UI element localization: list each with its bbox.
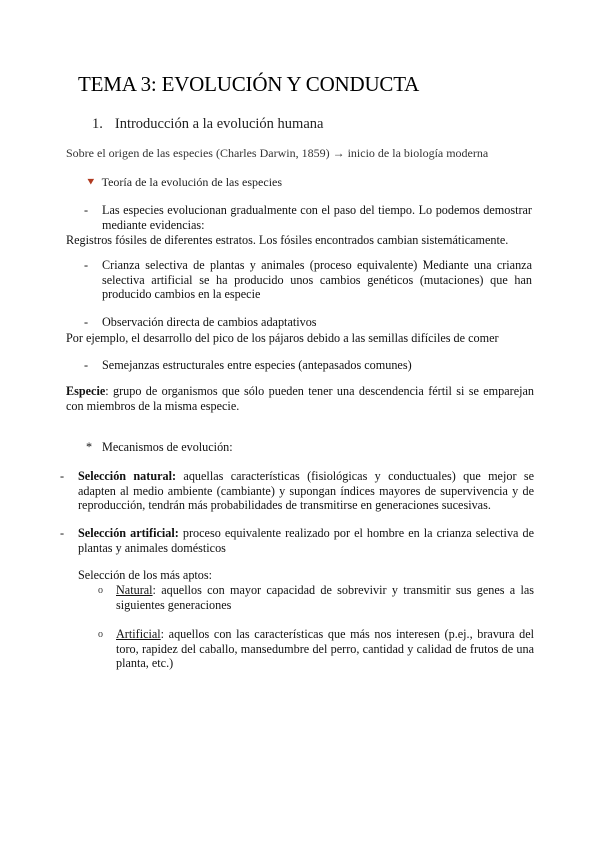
natural-selection-def: aquellas características (fisiológicas y conductuales) que mejor se adapten al medio ambiente (cambiante) y supongan índices mayores de supervivencia y de reproducción, tendrán más probabilidades de transmitirse en generaciones sucesivas. [78, 469, 534, 512]
list-item [98, 627, 534, 673]
list-item [84, 258, 532, 304]
natural-selection-text [78, 469, 534, 513]
dash-marker: - [84, 203, 89, 217]
evidence-3-detail: Por ejemplo, el desarrollo del pico de los pájaros debido a las semillas difíciles de comer [66, 331, 499, 345]
theory-heading-text: Teoría de la evolución de las especies [101, 175, 283, 189]
fittest-artificial-text [116, 627, 534, 671]
mechanisms-heading [86, 440, 233, 455]
dash-marker: - [84, 258, 89, 272]
list-item [60, 526, 534, 556]
document-title: TEMA 3: EVOLUCIÓN Y CONDUCTA [78, 72, 420, 96]
evidence-1-detail: Registros fósiles de diferentes estratos. Los fósiles encontrados cambian sistemáticamente. [66, 233, 509, 247]
origin-line: Sobre el origen de las especies (Charles Darwin, 1859) → inicio de la biología moderna [66, 146, 489, 160]
natural-selection-term: Selección natural: [78, 469, 177, 483]
fittest-natural-def: : aquellos con mayor capacidad de sobrevivir y transmitir sus genes a las siguientes generaciones [116, 583, 534, 612]
artificial-selection-term: Selección artificial: [78, 526, 179, 540]
evidence-1-text: Las especies evolucionan gradualmente con el paso del tiempo. Lo podemos demostrar mediante evidencias: [102, 203, 532, 232]
section-number: 1. [92, 116, 103, 132]
fittest-heading: Selección de los más aptos: [78, 568, 213, 582]
fittest-natural-term: Natural [116, 583, 153, 597]
dash-marker: - [84, 358, 89, 372]
species-definition [66, 384, 534, 413]
dash-marker: - [60, 469, 65, 483]
list-item [84, 203, 532, 233]
mechanisms-heading-text: Mecanismos de evolución: [102, 440, 233, 454]
species-def: : grupo de organismos que sólo pueden tener una descendencia fértil si se emparejan con miembros de la misma especie. [66, 384, 534, 413]
arrow-bullet-icon: ⯆ [86, 175, 96, 189]
section-label: Introducción a la evolución humana [114, 116, 324, 132]
list-item [84, 358, 532, 374]
asterisk-icon: * [86, 440, 93, 454]
list-item [84, 315, 532, 331]
theory-heading [86, 175, 282, 190]
dash-marker: - [60, 526, 65, 540]
fittest-artificial-term: Artificial [116, 627, 161, 641]
circle-bullet-icon: o [98, 629, 103, 640]
evidence-2-text: Crianza selectiva de plantas y animales (proceso equivalente) Mediante una crianza selectiva artificial se ha producido unos cambios genéticos (mutaciones) que han producido cambios en la especie [102, 258, 532, 301]
fittest-artificial-def: : aquellos con las características que más nos interesen (p.ej., bravura del toro, rapidez del caballo, mansedumbre del perro, cantidad y calidad de frutos de una planta, etc.) [116, 627, 534, 670]
evidence-4-text: Semejanzas estructurales entre especies (antepasados comunes) [102, 358, 412, 372]
circle-bullet-icon: o [98, 585, 103, 596]
artificial-selection-def: proceso equivalente realizado por el hombre en la crianza selectiva de plantas y animales domésticos [78, 526, 534, 555]
dash-marker: - [84, 315, 89, 329]
list-item [60, 469, 534, 515]
section-heading [92, 116, 323, 133]
artificial-selection-text [78, 526, 534, 555]
evidence-3-text: Observación directa de cambios adaptativos [102, 315, 317, 329]
list-item [98, 583, 534, 613]
fittest-natural-text [116, 583, 534, 612]
species-term: Especie [66, 384, 106, 398]
